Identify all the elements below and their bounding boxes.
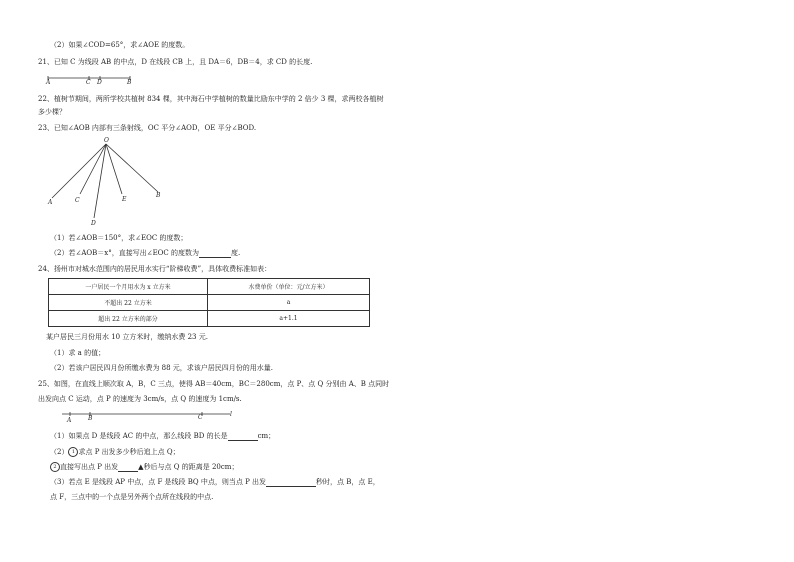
q23-part1: （1）若∠AOB＝150°，求∠EOC 的度数； <box>50 234 188 242</box>
answer-blank[interactable] <box>118 464 138 472</box>
q24-part1: （1）求 a 的值； <box>50 349 106 357</box>
q25-part2-1: （2） 1 求点 P 出发多少秒后追上点 Q； <box>50 448 180 456</box>
q25-label-c: C <box>198 414 203 421</box>
answer-blank[interactable] <box>228 433 258 441</box>
table-cell: 超出 22 立方米的部分 <box>49 311 208 327</box>
q23-label-e: E <box>122 196 127 203</box>
q25-label-b: B <box>88 415 93 422</box>
q25-part3-2: 点 F，三点中的一个点是另外两个点所在线段的中点. <box>50 493 214 501</box>
q24-given: 某户居民三月份用水 10 立方米时，缴纳水费 23 元. <box>46 333 208 341</box>
table-row <box>49 295 370 311</box>
q24-text: 24、扬州市对城水范围内的居民用水实行“阶梯收费”，具体收费标准如表： <box>38 265 272 273</box>
q25-text-2: 出发向点 C 运动，点 P 的速度为 3cm/s，点 Q 的速度为 1cm/s. <box>38 395 242 403</box>
q22-text-1: 22、植树节期间，两所学校共植树 834 棵，其中海石中学植树的数量比励东中学的 2 倍少 3 棵，求两校各植树 <box>38 95 384 103</box>
q25-part1: （1）如果点 D 是线段 AC 的中点，那么线段 BD 的长是 cm； <box>50 432 276 440</box>
q24-part2: （2）若该户居民四月份所缴水费为 88 元，求该户居民四月份的用水量. <box>50 364 274 372</box>
answer-blank[interactable] <box>266 479 316 487</box>
q23-label-c: C <box>75 197 80 204</box>
q21-label-a: A <box>46 79 51 86</box>
table-row <box>49 311 370 327</box>
triangle-marker-icon: ▲ <box>138 463 144 471</box>
q22-text-2: 多少棵？ <box>38 108 66 116</box>
table-cell: 不超出 22 立方米 <box>49 295 208 311</box>
q21-text: 21、已知 C 为线段 AB 的中点，D 在线段 CB 上，且 DA＝6，DB＝4，求 CD 的长度. <box>38 58 313 66</box>
q21-label-c: C <box>86 79 91 86</box>
table-header-row <box>49 279 370 295</box>
q21-label-d: D <box>97 79 102 86</box>
q25-label-l: l <box>230 411 232 418</box>
q23-part2: （2）若∠AOB＝x°，直接写出∠EOC 的度数为 度. <box>50 249 241 257</box>
water-price-table <box>48 278 370 327</box>
q23-text: 23、已知∠AOB 内部有三条射线，OC 平分∠AOD，OE 平分∠BOD. <box>38 124 257 132</box>
q21-label-b: B <box>127 79 132 86</box>
q23-rays-figure <box>40 138 180 230</box>
table-header-cell: 水费单价（单位：元/立方米） <box>208 279 370 295</box>
q23-label-d: D <box>91 220 96 227</box>
answer-blank[interactable] <box>199 250 231 258</box>
table-cell: a <box>208 295 370 311</box>
q25-part3-1: （3）若点 E 是线段 AP 中点，点 F 是线段 BQ 中点，则当点 P 出发 秒时，点 B，点 E， <box>50 478 380 486</box>
q23-label-b: B <box>156 192 161 199</box>
q20-part2: （2）如果∠COD=65°，求∠AOE 的度数。 <box>50 41 190 49</box>
q23-label-o: O <box>104 137 109 144</box>
q23-label-a: A <box>48 199 53 206</box>
q25-text-1: 25、如图，在直线上顺次取 A，B，C 三点，使得 AB＝40cm，BC＝280cm，点 P、点 Q 分别由 A、B 点同时 <box>38 380 390 388</box>
circled-number-two: 2 <box>50 462 60 472</box>
circled-number-one: 1 <box>68 447 78 457</box>
q25-part2-2: 2 直接写出点 P 出发 ▲秒后与点 Q 的距离是 20cm； <box>50 462 238 472</box>
q25-label-a: A <box>67 417 72 424</box>
table-cell: a+1.1 <box>208 311 370 327</box>
table-header-cell: 一户居民一个月用水为 x 立方米 <box>49 279 208 295</box>
